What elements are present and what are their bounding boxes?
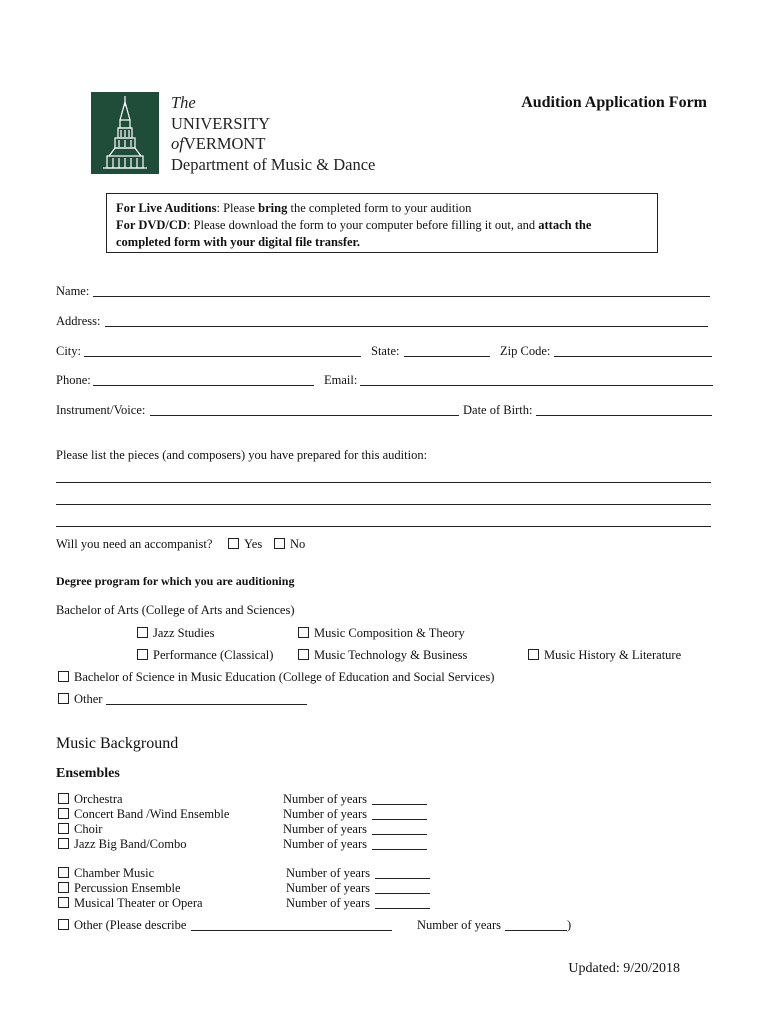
chamber-music-years-field[interactable] [375, 878, 430, 879]
zip-field[interactable] [554, 356, 712, 357]
ensemble-other-field[interactable] [191, 930, 392, 931]
concert-band-years-label: Number of years [283, 807, 367, 821]
address-field[interactable] [105, 326, 708, 327]
degree-other-label: Other [74, 692, 103, 706]
submission-notice [106, 193, 658, 253]
composition-label: Music Composition & Theory [314, 626, 465, 640]
dob-field[interactable] [536, 415, 712, 416]
degree-other-field[interactable] [106, 704, 307, 705]
city-field[interactable] [84, 356, 361, 357]
musical-theater-checkbox[interactable] [58, 897, 69, 908]
live-label: For Live Auditions [116, 201, 217, 215]
accompanist-question: Will you need an accompanist? [56, 537, 213, 551]
name-label: Name: [56, 284, 90, 298]
state-field[interactable] [404, 356, 490, 357]
percussion-years-field[interactable] [375, 893, 430, 894]
accompanist-yes-checkbox[interactable] [228, 538, 239, 549]
jazz-band-label: Jazz Big Band/Combo [74, 837, 187, 851]
ensemble-other-label: Other (Please describe [74, 918, 187, 932]
choir-checkbox[interactable] [58, 823, 69, 834]
pieces-line-3[interactable] [56, 526, 711, 527]
dvd-text: : Please download the form to your computer before filling it out, and [186, 218, 539, 232]
choir-label: Choir [74, 822, 103, 836]
history-checkbox[interactable] [528, 649, 539, 660]
zip-label: Zip Code: [500, 344, 551, 358]
dvd-attach: attach the completed form with your digital file transfer. [116, 218, 592, 249]
bs-education-checkbox[interactable] [58, 671, 69, 682]
name-field[interactable] [93, 296, 710, 297]
choir-years-field[interactable] [372, 834, 427, 835]
instrument-label: Instrument/Voice: [56, 403, 146, 417]
orchestra-checkbox[interactable] [58, 793, 69, 804]
pieces-prompt: Please list the pieces (and composers) you have prepared for this audition: [56, 448, 428, 462]
chamber-music-label: Chamber Music [74, 866, 155, 880]
ensembles-heading: Ensembles [56, 766, 120, 781]
history-label: Music History & Literature [544, 648, 682, 662]
bell-tower-icon [91, 92, 159, 174]
musical-theater-years-field[interactable] [375, 908, 430, 909]
performance-label: Performance (Classical) [153, 648, 274, 662]
state-label: State: [371, 344, 400, 358]
univ-the: The [171, 93, 196, 112]
city-label: City: [56, 344, 82, 358]
dvd-label: For DVD/CD [116, 218, 187, 232]
address-label: Address: [56, 314, 101, 328]
musical-theater-years-label: Number of years [286, 896, 370, 910]
concert-band-checkbox[interactable] [58, 808, 69, 819]
univ-university: UNIVERSITY [171, 113, 270, 133]
composition-checkbox[interactable] [298, 627, 309, 638]
jazz-studies-label: Jazz Studies [153, 626, 215, 640]
univ-vermont: VERMONT [183, 134, 266, 153]
chamber-music-years-label: Number of years [286, 866, 370, 880]
degree-heading: Degree program for which you are auditioning [56, 574, 295, 588]
accompanist-no-label: No [290, 537, 306, 551]
performance-checkbox[interactable] [137, 649, 148, 660]
concert-band-years-field[interactable] [372, 819, 427, 820]
department-name: Department of Music & Dance [171, 154, 376, 174]
jazz-band-checkbox[interactable] [58, 838, 69, 849]
email-label: Email: [324, 373, 358, 387]
uvm-logo [91, 92, 159, 174]
jazz-studies-checkbox[interactable] [137, 627, 148, 638]
ensemble-other-years-field[interactable] [505, 930, 567, 931]
instrument-field[interactable] [150, 415, 459, 416]
form-title: Audition Application Form [521, 94, 707, 111]
orchestra-years-label: Number of years [283, 792, 367, 806]
choir-years-label: Number of years [283, 822, 367, 836]
ba-label: Bachelor of Arts (College of Arts and Sciences) [56, 603, 295, 617]
live-bring: bring [258, 201, 288, 215]
music-background-heading: Music Background [56, 735, 179, 752]
accompanist-yes-label: Yes [244, 537, 263, 551]
jazz-band-years-field[interactable] [372, 849, 427, 850]
pieces-line-2[interactable] [56, 504, 711, 505]
univ-of: of [171, 134, 184, 153]
percussion-checkbox[interactable] [58, 882, 69, 893]
musical-theater-label: Musical Theater or Opera [74, 896, 203, 910]
updated-date: Updated: 9/20/2018 [568, 961, 680, 976]
phone-label: Phone: [56, 373, 91, 387]
email-field[interactable] [360, 385, 713, 386]
ensemble-other-checkbox[interactable] [58, 919, 69, 930]
orchestra-years-field[interactable] [372, 804, 427, 805]
chamber-music-checkbox[interactable] [58, 867, 69, 878]
percussion-years-label: Number of years [286, 881, 370, 895]
technology-checkbox[interactable] [298, 649, 309, 660]
live-text-1: : Please [216, 201, 259, 215]
orchestra-label: Orchestra [74, 792, 123, 806]
concert-band-label: Concert Band /Wind Ensemble [74, 807, 230, 821]
ensemble-other-years-label: Number of years [417, 918, 501, 932]
degree-other-checkbox[interactable] [58, 693, 69, 704]
university-wordmark [171, 93, 375, 175]
jazz-band-years-label: Number of years [283, 837, 367, 851]
live-text-2: the completed form to your audition [287, 201, 472, 215]
close-paren: ) [567, 918, 572, 932]
bs-education-label: Bachelor of Science in Music Education (College of Education and Social Services) [74, 670, 495, 684]
dob-label: Date of Birth: [463, 403, 533, 417]
percussion-label: Percussion Ensemble [74, 881, 181, 895]
pieces-line-1[interactable] [56, 482, 711, 483]
phone-field[interactable] [93, 385, 314, 386]
accompanist-no-checkbox[interactable] [274, 538, 285, 549]
technology-label: Music Technology & Business [314, 648, 468, 662]
